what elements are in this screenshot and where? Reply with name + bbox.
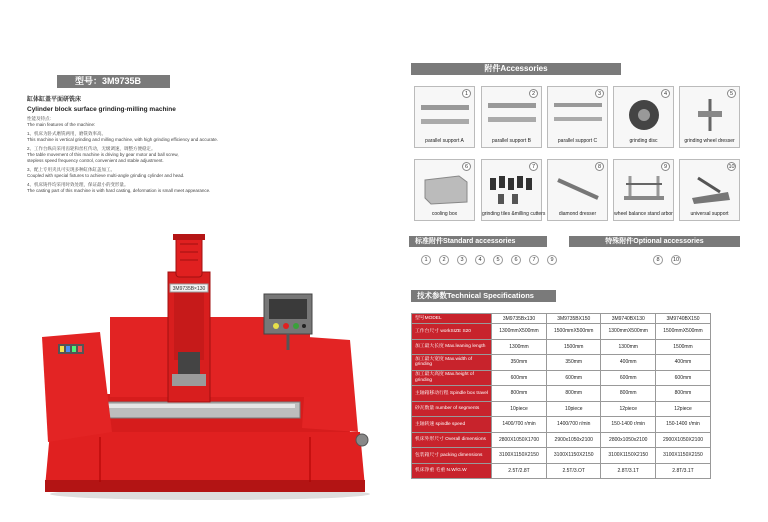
grinding-disc-image (618, 97, 670, 133)
table-row (412, 463, 711, 479)
intro-line: 2、工作台纵向采用齿轮和丝杠传动，无级调速，调整方便稳定。 (27, 146, 156, 151)
intro-line: The table movement of this machine is driving by gear motor and ball screw, (27, 152, 179, 157)
table-row (412, 339, 711, 355)
table-cell: 3100X1150X2150 (601, 448, 656, 464)
accessory-label: grinding disc (629, 138, 658, 144)
table-cell: 12piece (655, 401, 710, 417)
intro-line: Coupled with special fixtures to achieve multi-angle grinding cylinder and head. (27, 173, 185, 178)
machine-panel-label: 3M9735B×130 (172, 286, 206, 292)
table-cell: 1400/700 r/min (546, 417, 601, 433)
table-cell: 3100X1150X2150 (546, 448, 601, 464)
table-header-cell: 3M9740BX150 (655, 314, 710, 324)
accessory-label: parallel support C (557, 138, 598, 144)
table-cell: 2900X1050X2100 (655, 432, 710, 448)
intro-line: The main features of the machine: (27, 122, 96, 127)
optional-number: 8 (653, 255, 663, 265)
table-header-cell: 型号MODEL (412, 314, 492, 324)
table-cell: 1300mm (601, 339, 656, 355)
standard-number: 1 (421, 255, 431, 265)
accessory-item (481, 86, 542, 148)
table-cell: 150-1400 r/min (655, 417, 710, 433)
table-cell: 400mm (601, 355, 656, 371)
table-row (412, 448, 711, 464)
table-cell: 600mm (601, 370, 656, 386)
intro-line: 3、配上专用夹具可实现多种缸体缸盖加工。 (27, 167, 116, 172)
row-label: 机床净重 毛重 N.W/G.W (412, 463, 492, 479)
table-header-cell: 3M9735Bx130 (492, 314, 547, 324)
accessory-item (679, 86, 740, 148)
accessories-title: 附件Accessories (411, 63, 621, 75)
intro-line: This machine is vertical grinding and milling machine, with high grinding efficiency and accurate. (27, 137, 219, 142)
standard-numbers (421, 255, 557, 265)
standard-number: 5 (493, 255, 503, 265)
row-label: 机床外形尺寸 Overall dimensions (412, 432, 492, 448)
accessory-number: 8 (595, 162, 604, 171)
table-row (412, 355, 711, 371)
table-row (412, 417, 711, 433)
table-cell: 600mm (546, 370, 601, 386)
table-row (412, 370, 711, 386)
table-cell: 3100X1150X2150 (655, 448, 710, 464)
accessory-label: parallel support B (492, 138, 531, 144)
optional-numbers (653, 255, 681, 265)
row-label: 包装箱尺寸 packing dimensions (412, 448, 492, 464)
table-cell: 1400/700 r/min (492, 417, 547, 433)
accessory-number: 2 (529, 89, 538, 98)
table-row (412, 324, 711, 340)
diamond-dresser-image (552, 170, 604, 206)
table-cell: 400mm (655, 355, 710, 371)
table-cell: 350mm (492, 355, 547, 371)
table-cell: 1500mmX500mm (655, 324, 710, 340)
wheel-balance-stand-image (618, 170, 670, 206)
standard-number: 4 (475, 255, 485, 265)
table-cell: 1300mmX500mm (601, 324, 656, 340)
table-cell: 2800X1050X1700 (492, 432, 547, 448)
table-cell: 600mm (655, 370, 710, 386)
accessory-number: 7 (529, 162, 538, 171)
optional-number: 10 (672, 257, 680, 263)
table-cell: 2.8T/3.1T (655, 463, 710, 479)
intro-line: 性能及特点: (27, 116, 51, 121)
table-cell: 2.5T/2.8T (492, 463, 547, 479)
accessory-item (414, 86, 475, 148)
specs-table (411, 313, 711, 479)
table-cell: 800mm (492, 386, 547, 402)
accessory-label: diamond dresser (558, 211, 597, 217)
parallel-support-c-image (552, 97, 604, 133)
standard-number: 6 (511, 255, 521, 265)
accessory-number: 10 (728, 164, 735, 170)
accessory-label: universal support (690, 211, 729, 217)
standard-accessories-title: 标准附件Standard accessories (409, 236, 547, 247)
specs-title: 技术参数Technical Specifications (411, 290, 556, 302)
optional-accessories-title: 特殊附件Optional accessories (569, 236, 740, 247)
parallel-support-b-image (486, 97, 538, 133)
table-cell: 800mm (601, 386, 656, 402)
table-header-cell: 3M9740BX130 (601, 314, 656, 324)
row-label: 砂瓦数量 number of segments (412, 401, 492, 417)
table-cell: 1300mmX500mm (492, 324, 547, 340)
accessory-item (613, 159, 674, 221)
accessory-item (679, 159, 740, 221)
row-label: 加工最大宽度 Max.width of grinding (412, 355, 492, 371)
table-cell: 12piece (601, 401, 656, 417)
row-label: 加工最大长度 Max.leaning length (412, 339, 492, 355)
intro-line: 4、机床铸件均采用时效处理，保证最小的变形量。 (27, 182, 129, 187)
table-cell: 10piece (492, 401, 547, 417)
intro-en-title: Cylinder block surface grinding-milling machine (27, 106, 176, 113)
table-cell: 3100X1150X2150 (492, 448, 547, 464)
accessory-item (613, 86, 674, 148)
grinding-tiles-image (486, 170, 538, 206)
table-cell: 800mm (546, 386, 601, 402)
cooling-box-image (419, 170, 471, 206)
intro-line: The casting part of this machine is with hard casting, deformation is small meet appearance. (27, 188, 211, 193)
table-row (412, 314, 711, 324)
intro-line: 1、机床为卧式磨铣两用，磨铣效率高。 (27, 131, 107, 136)
table-cell: 2800x1050x2100 (601, 432, 656, 448)
accessory-number: 3 (595, 89, 604, 98)
machine-image (40, 232, 375, 504)
accessory-label: grinding wheel dresser (684, 138, 735, 144)
accessory-item (547, 159, 608, 221)
row-label: 主轴箱移动行程 Spindle box travel (412, 386, 492, 402)
row-label: 工作台尺寸 workSIZE S20 (412, 324, 492, 340)
parallel-support-a-image (419, 97, 471, 133)
universal-support-image (684, 170, 736, 206)
accessory-number: 5 (727, 89, 736, 98)
table-cell: 1500mm (655, 339, 710, 355)
accessory-label: cooling box (431, 211, 458, 217)
standard-number: 9 (547, 255, 557, 265)
accessory-number: 4 (661, 89, 670, 98)
accessory-number: 6 (462, 162, 471, 171)
accessory-label: parallel support A (425, 138, 464, 144)
table-row (412, 386, 711, 402)
table-row (412, 401, 711, 417)
accessory-label: grinding tiles &milling cutters (482, 211, 546, 217)
table-cell: 2900x1050x2100 (546, 432, 601, 448)
table-cell: 150-1400 r/min (601, 417, 656, 433)
accessory-item (414, 159, 475, 221)
table-row (412, 432, 711, 448)
standard-number: 2 (439, 255, 449, 265)
table-cell: 10piece (546, 401, 601, 417)
grinding-wheel-dresser-image (684, 97, 736, 133)
table-cell: 1500mmX500mm (546, 324, 601, 340)
accessory-label: wheel balance stand arbor (614, 211, 673, 217)
table-cell: 1300mm (492, 339, 547, 355)
row-label: 加工最大高度 Max.height of grinding (412, 370, 492, 386)
table-cell: 2.5T/3.OT (546, 463, 601, 479)
table-cell: 600mm (492, 370, 547, 386)
table-cell: 2.8T/3.1T (601, 463, 656, 479)
standard-number: 7 (529, 255, 539, 265)
intro-line: stepless speed frequency control, convenient and stable adjustment. (27, 158, 164, 163)
intro-cn-title: 缸体缸盖平面研铣床 (27, 97, 82, 103)
row-label: 主轴转速 spindle speed (412, 417, 492, 433)
table-cell: 800mm (655, 386, 710, 402)
model-title: 型号：3M9735B (57, 75, 170, 88)
intro-block (27, 94, 267, 194)
standard-number: 3 (457, 255, 467, 265)
accessory-number: 1 (462, 89, 471, 98)
table-cell: 1500mm (546, 339, 601, 355)
accessory-number: 9 (661, 162, 670, 171)
table-cell: 350mm (546, 355, 601, 371)
accessory-item (481, 159, 546, 221)
table-header-cell: 3M9735BX150 (546, 314, 601, 324)
accessory-item (547, 86, 608, 148)
